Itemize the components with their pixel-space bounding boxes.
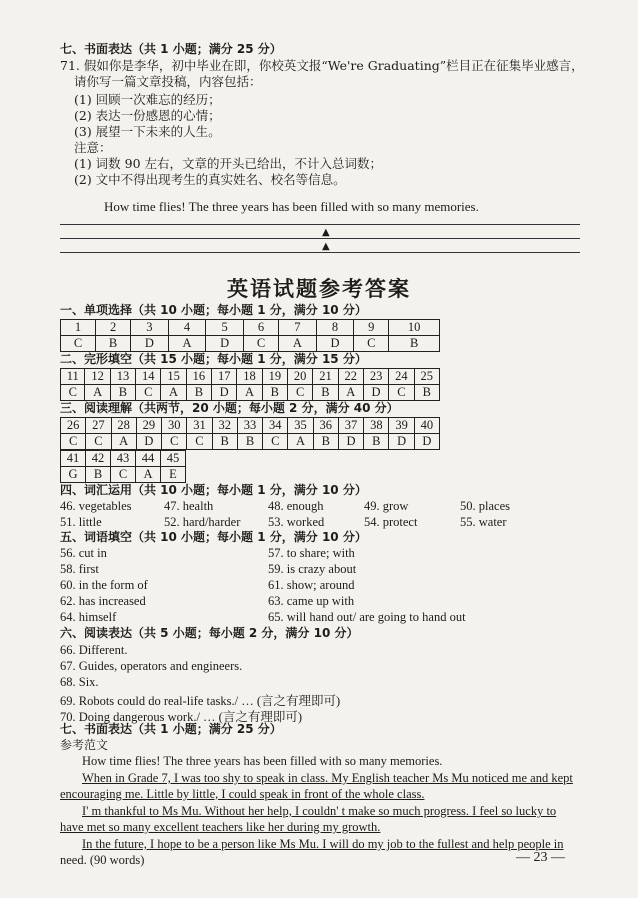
answer-cell: C [263, 434, 288, 450]
question-number: 25 [414, 369, 439, 385]
answer-cell: B [186, 385, 211, 401]
question-number: 43 [111, 451, 136, 467]
answer-cell: B [414, 385, 439, 401]
question-number: 13 [110, 369, 135, 385]
answer-cell: D [206, 336, 244, 352]
writing-section-heading: 七、书面表达（共 1 小题；满分 25 分） [60, 42, 282, 56]
question-number: 26 [61, 418, 86, 434]
essay-line: have met so many excellent teachers like her during my growth. [60, 820, 381, 834]
question-number: 2 [96, 320, 131, 336]
writing-prompt-cont: 请你写一篇文章投稿，内容包括： [74, 74, 262, 89]
answer-cell: B [313, 385, 338, 401]
question-number: 29 [136, 418, 161, 434]
phrase-answer: 57. to share; with [268, 546, 355, 560]
answer-cell: B [96, 336, 131, 352]
question-number: 45 [161, 451, 186, 467]
answer-cell: B [86, 467, 111, 483]
writing-prompt: 71. 假如你是李华，初中毕业在即，你校英文报“We're Graduating”栏目正在征集毕业感言， [60, 58, 584, 73]
question-number: 17 [212, 369, 237, 385]
question-number: 12 [85, 369, 110, 385]
answer-cell: B [389, 336, 440, 352]
phrase-answer: 56. cut in [60, 546, 107, 560]
question-number: 31 [187, 418, 212, 434]
answer-cell: C [136, 385, 161, 401]
answer-cell: A [111, 434, 136, 450]
essay-line: In the future, I hope to be a person like Ms Mu. I will do my job to the fullest and help people in [82, 837, 564, 851]
answer-cell: A [237, 385, 262, 401]
phrase-answer: 61. show; around [268, 578, 355, 592]
table-row [61, 369, 440, 385]
question-number: 34 [263, 418, 288, 434]
section1-table [60, 319, 440, 352]
writing-line [60, 224, 580, 225]
writing-line [60, 238, 580, 239]
answer-cell: A [338, 385, 363, 401]
answer-cell: C [187, 434, 212, 450]
question-number: 33 [237, 418, 262, 434]
section3-table-part2 [60, 450, 186, 483]
reading-answer: 69. Robots could do real-life tasks./ … (言之有理即可) [60, 694, 341, 708]
answer-cell: G [61, 467, 86, 483]
answer-cell: A [168, 336, 206, 352]
answer-cell: D [389, 434, 414, 450]
phrase-answer: 59. is crazy about [268, 562, 357, 576]
answer-cell: B [364, 434, 389, 450]
table-row [61, 385, 440, 401]
reading-answer: 66. Different. [60, 643, 128, 657]
answer-cell: C [162, 434, 187, 450]
question-number: 35 [288, 418, 313, 434]
writing-point: (3) 展望一下未来的人生。 [74, 124, 221, 139]
table-row [61, 336, 440, 352]
table-row [61, 320, 440, 336]
question-number: 32 [212, 418, 237, 434]
writing-point: (1) 回顾一次难忘的经历； [74, 92, 221, 107]
question-number: 44 [136, 451, 161, 467]
section5-heading: 五、词语填空（共 10 小题；每小题 1 分，满分 10 分） [60, 530, 367, 544]
answer-cell: B [110, 385, 135, 401]
answer-cell: A [161, 385, 186, 401]
question-number: 20 [287, 369, 312, 385]
answer-cell: A [288, 434, 313, 450]
triangle-marker-icon: ▲ [322, 227, 330, 238]
phrase-answer: 65. will hand out/ are going to hand out [268, 610, 466, 624]
vocab-answer: 55. water [460, 515, 507, 529]
question-number: 40 [414, 418, 439, 434]
answer-cell: B [262, 385, 287, 401]
answer-cell: C [61, 336, 96, 352]
phrase-answer: 58. first [60, 562, 99, 576]
question-number: 9 [354, 320, 389, 336]
question-number: 5 [206, 320, 244, 336]
section4-heading: 四、词汇运用（共 10 小题；每小题 1 分，满分 10 分） [60, 483, 367, 497]
question-number: 36 [313, 418, 338, 434]
section3-heading: 三、阅读理解（共两节，20 小题；每小题 2 分，满分 40 分） [60, 401, 399, 415]
question-number: 38 [364, 418, 389, 434]
essay-line: When in Grade 7, I was too shy to speak in class. My English teacher Ms Mu noticed me and kept [82, 771, 573, 785]
phrase-answer: 63. came up with [268, 594, 355, 608]
question-number: 8 [316, 320, 354, 336]
essay-line: encouraging me. Little by little, I could speak in front of the whole class. [60, 787, 425, 801]
question-number: 18 [237, 369, 262, 385]
reading-answer: 67. Guides, operators and engineers. [60, 659, 243, 673]
answer-cell: C [86, 434, 111, 450]
section6-heading: 六、阅读表达（共 5 小题；每小题 2 分，满分 10 分） [60, 626, 359, 640]
question-number: 4 [168, 320, 206, 336]
answer-cell: D [414, 434, 439, 450]
answer-cell: C [287, 385, 312, 401]
answer-cell: A [279, 336, 317, 352]
question-number: 22 [338, 369, 363, 385]
triangle-marker-icon: ▲ [322, 241, 330, 252]
note-item: (1) 词数 90 左右，文章的开头已给出，不计入总词数； [74, 156, 383, 171]
section1-heading: 一、单项选择（共 10 小题；每小题 1 分，满分 10 分） [60, 303, 367, 317]
section7-heading: 七、书面表达（共 1 小题；满分 25 分） [60, 722, 282, 736]
page-number: — 23 — [516, 850, 565, 865]
vocab-answer: 52. hard/harder [164, 515, 241, 529]
question-number: 21 [313, 369, 338, 385]
answer-cell: A [85, 385, 110, 401]
question-number: 14 [136, 369, 161, 385]
question-number: 15 [161, 369, 186, 385]
phrase-answer: 60. in the form of [60, 578, 148, 592]
writing-line [60, 252, 580, 253]
vocab-answer: 48. enough [268, 499, 324, 513]
answer-cell: A [136, 467, 161, 483]
question-number: 11 [61, 369, 85, 385]
section3-table [60, 417, 440, 450]
answer-cell: C [111, 467, 136, 483]
sample-essay-label: 参考范文 [60, 738, 109, 752]
answer-cell: C [61, 434, 86, 450]
reading-answer: 70. Doing dangerous work./ … (言之有理即可) [60, 710, 302, 724]
answer-cell: C [354, 336, 389, 352]
answer-cell: B [212, 434, 237, 450]
vocab-answer: 47. health [164, 499, 214, 513]
vocab-answer: 51. little [60, 515, 102, 529]
question-number: 23 [363, 369, 388, 385]
question-number: 19 [262, 369, 287, 385]
answer-cell: D [212, 385, 237, 401]
vocab-answer: 49. grow [364, 499, 409, 513]
essay-opening: How time flies! The three years has been filled with so many memories. [104, 199, 479, 214]
question-number: 10 [389, 320, 440, 336]
vocab-answer: 54. protect [364, 515, 418, 529]
question-number: 28 [111, 418, 136, 434]
question-number: 39 [389, 418, 414, 434]
question-number: 37 [338, 418, 363, 434]
answer-cell: D [131, 336, 169, 352]
question-number: 42 [86, 451, 111, 467]
question-number: 7 [279, 320, 317, 336]
table-row [61, 434, 440, 450]
table-row [61, 451, 186, 467]
question-number: 24 [389, 369, 414, 385]
essay-line: need. (90 words) [60, 853, 145, 867]
answer-cell: D [136, 434, 161, 450]
question-number: 6 [243, 320, 278, 336]
answer-cell: D [316, 336, 354, 352]
question-number: 3 [131, 320, 169, 336]
answer-cell: D [338, 434, 363, 450]
answer-cell: C [61, 385, 85, 401]
vocab-answer: 50. places [460, 499, 510, 513]
table-row [61, 418, 440, 434]
answer-cell: C [389, 385, 414, 401]
reading-answer: 68. Six. [60, 675, 99, 689]
essay-line: I' m thankful to Ms Mu. Without her help, I couldn' t make so much progress. I feel so lucky to [82, 804, 557, 818]
essay-line: How time flies! The three years has been filled with so many memories. [82, 754, 443, 768]
question-number: 1 [61, 320, 96, 336]
writing-point: (2) 表达一份感恩的心情； [74, 108, 221, 123]
phrase-answer: 62. has increased [60, 594, 146, 608]
answer-cell: C [243, 336, 278, 352]
section2-table [60, 368, 440, 401]
answer-cell: D [363, 385, 388, 401]
question-number: 16 [186, 369, 211, 385]
question-number: 41 [61, 451, 86, 467]
notes-label: 注意： [74, 140, 112, 155]
answer-cell: E [161, 467, 186, 483]
question-number: 30 [162, 418, 187, 434]
section2-heading: 二、完形填空（共 15 小题；每小题 1 分，满分 15 分） [60, 352, 367, 366]
phrase-answer: 64. himself [60, 610, 117, 624]
note-item: (2) 文中不得出现考生的真实姓名、校名等信息。 [74, 172, 346, 187]
answer-cell: B [313, 434, 338, 450]
table-row [61, 467, 186, 483]
vocab-answer: 53. worked [268, 515, 325, 529]
answer-cell: B [237, 434, 262, 450]
vocab-answer: 46. vegetables [60, 499, 132, 513]
answer-key-title: 英语试题参考答案 [227, 277, 411, 301]
question-number: 27 [86, 418, 111, 434]
